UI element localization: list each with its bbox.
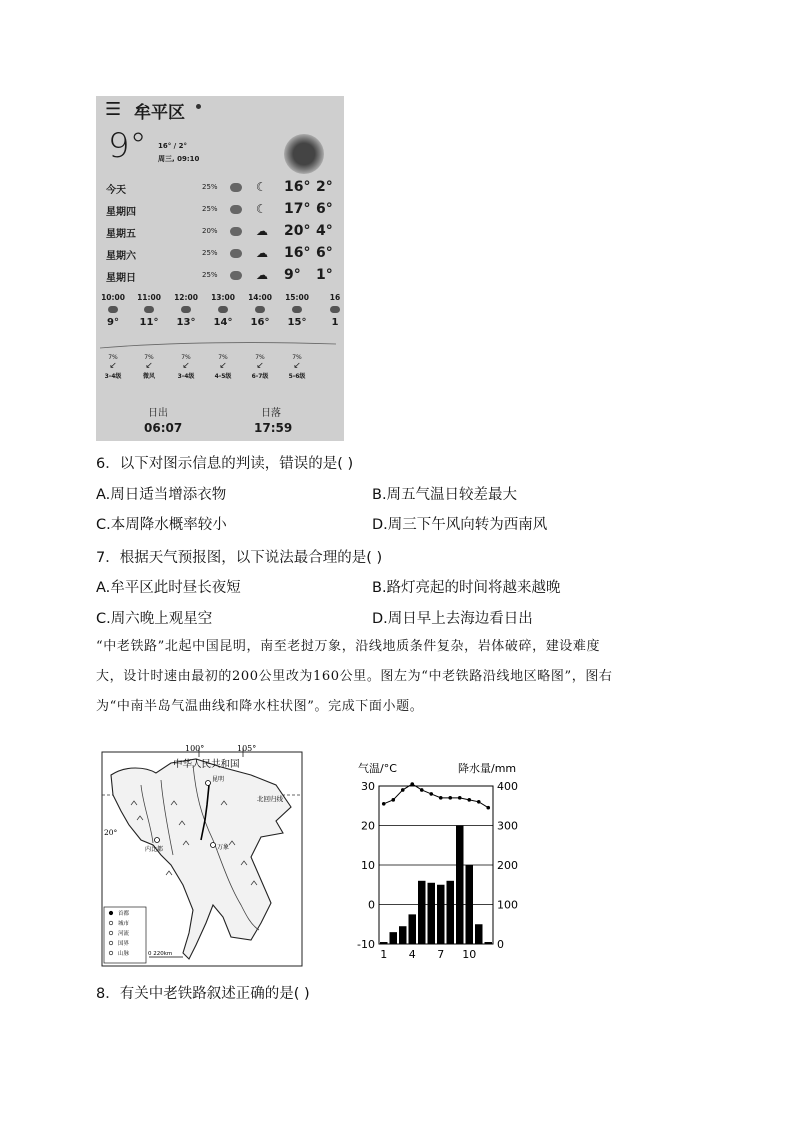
sunset-time: 17:59: [254, 421, 293, 435]
temperature-point: [448, 796, 452, 800]
naypyidaw-label: 内比都: [145, 846, 164, 853]
forecast-day: 星期五: [106, 229, 136, 240]
left-tick-label: 10: [361, 859, 375, 872]
kunming-label: 昆明: [212, 776, 225, 783]
precipitation-bar: [485, 942, 493, 944]
china-laos-railway-map: [101, 745, 303, 967]
legend-symbol: [109, 951, 113, 955]
menu-icon[interactable]: ☰: [105, 99, 122, 120]
hour-wind: 4-5级: [214, 373, 232, 380]
legend-symbol: [109, 941, 113, 945]
x-tick-label: 1: [380, 948, 388, 961]
hour-temperature: 9°: [107, 317, 119, 328]
legend-symbol: [109, 911, 113, 915]
right-tick-label: 400: [497, 780, 518, 793]
q6-option-a[interactable]: A.周日适当增添衣物: [96, 487, 227, 503]
wind-direction-icon: ↙: [109, 361, 117, 371]
vientiane-marker: [211, 843, 216, 848]
hourly-forecast-column: [96, 293, 130, 380]
q7-option-d[interactable]: D.周日早上去海边看日出: [372, 611, 533, 627]
moon-icon: ☾: [256, 202, 267, 216]
hour-precip: 7%: [181, 354, 191, 361]
tropic-label: 北回归线: [257, 795, 283, 803]
hour-temperature: 15°: [287, 317, 307, 328]
precip-chance: 25%: [202, 249, 218, 257]
hour-time: 15:00: [285, 293, 309, 302]
hour-wind: 3-4级: [104, 373, 122, 380]
cloud-icon: [108, 306, 118, 313]
right-tick-label: 0: [497, 938, 504, 951]
forecast-low: 6°: [316, 201, 333, 217]
temperature-point: [486, 806, 490, 810]
temperature-point: [477, 800, 481, 804]
location-pin-icon: [196, 104, 201, 109]
temperature-point: [458, 796, 462, 800]
hour-time: 10:00: [101, 293, 125, 302]
location-name: 牟平区: [134, 103, 185, 123]
precipitation-bar: [447, 881, 455, 944]
naypyidaw-marker: [155, 838, 160, 843]
precipitation-bar: [456, 826, 464, 945]
q7-option-a[interactable]: A.牟平区此时昼长夜短: [96, 580, 241, 596]
cloud-icon: ☁: [256, 268, 268, 282]
precipitation-bar: [380, 942, 388, 944]
q7-option-b[interactable]: B.路灯亮起的时间将越来越晚: [372, 580, 561, 596]
hour-precip: 7%: [144, 354, 154, 361]
longitude-105-label: 105°: [237, 745, 257, 753]
right-tick-label: 200: [497, 859, 518, 872]
hour-wind: 微风: [142, 373, 155, 380]
wind-direction-icon: ↙: [219, 361, 227, 371]
current-datetime: 周三, 09:10: [158, 155, 200, 163]
forecast-low: 1°: [316, 267, 333, 283]
forecast-high: 17°: [284, 201, 311, 217]
wind-direction-icon: ↙: [293, 361, 301, 371]
passage-line-2: 大，设计时速由最初的200公里改为160公里。图左为“中老铁路沿线地区略图”，图右: [96, 669, 613, 684]
precipitation-bar: [475, 924, 483, 944]
current-temperature: 9°: [108, 126, 147, 166]
weather-app-screenshot: [96, 96, 344, 441]
hourly-forecast-column: [132, 293, 166, 380]
left-tick-label: 20: [361, 819, 375, 833]
daily-forecast-row: [106, 268, 336, 284]
sunrise-time: 06:07: [144, 421, 183, 435]
cloud-icon: [255, 306, 265, 313]
q6-option-b[interactable]: B.周五气温日较差最大: [372, 487, 518, 503]
hour-precip: 7%: [108, 354, 118, 361]
cloud-icon: [218, 306, 228, 313]
moon-icon: ☾: [256, 180, 267, 194]
left-tick-label: -10: [357, 938, 375, 951]
x-tick-label: 10: [462, 948, 477, 961]
wind-direction-icon: ↙: [182, 361, 190, 371]
climate-chart: [355, 758, 540, 963]
forecast-high: 9°: [284, 267, 301, 283]
hour-precip: 7%: [292, 354, 302, 361]
hour-time: 14:00: [248, 293, 272, 302]
daily-forecast-row: [106, 224, 336, 240]
forecast-high: 20°: [284, 223, 311, 239]
cloud-icon: ☁: [256, 224, 268, 238]
hour-temperature: 16°: [250, 317, 270, 328]
hour-wind: 3-4级: [177, 373, 195, 380]
precipitation-bar: [390, 932, 398, 944]
forecast-low: 2°: [316, 179, 333, 195]
temperature-point: [410, 782, 414, 786]
legend-symbol: [109, 921, 113, 925]
hour-precip: 7%: [255, 354, 265, 361]
hour-precip: 7%: [218, 354, 228, 361]
legend-label: 河流: [118, 931, 130, 937]
hour-time: 12:00: [174, 293, 198, 302]
y-axis-left-title: 气温/°C: [358, 762, 397, 775]
forecast-high: 16°: [284, 179, 311, 195]
passage-line-1: “中老铁路”北起中国昆明，南至老挝万象，沿线地质条件复杂，岩体破碎，建设难度: [96, 639, 601, 654]
forecast-day: 星期四: [106, 207, 136, 218]
temperature-range: 16° / 2°: [158, 142, 188, 150]
question-7-stem: 7．根据天气预报图，以下说法最合理的是( ): [96, 550, 383, 566]
cloud-icon: [230, 271, 242, 280]
sunrise-label: 日出: [148, 408, 168, 419]
precipitation-bar: [399, 926, 407, 944]
forecast-low: 6°: [316, 245, 333, 261]
daily-forecast-row: [106, 180, 336, 196]
forecast-day: 今天: [106, 185, 126, 196]
precip-chance: 25%: [202, 271, 218, 279]
cloud-icon: [330, 306, 340, 313]
hour-time: 13:00: [211, 293, 235, 302]
china-label: 中华人民共和国: [173, 759, 240, 770]
hourly-forecast-column: [169, 293, 203, 380]
x-tick-label: 4: [408, 948, 416, 961]
passage: [96, 632, 696, 722]
left-tick-label: 30: [361, 780, 375, 793]
cloud-icon: [181, 306, 191, 313]
hourly-forecast-column: [280, 293, 314, 380]
forecast-day: 星期六: [106, 251, 136, 262]
q6-option-c[interactable]: C.本周降水概率较小: [96, 517, 227, 533]
legend-symbol: [109, 931, 113, 935]
sun-icon: [230, 205, 242, 214]
q6-option-d[interactable]: D.周三下午风向转为西南风: [372, 517, 548, 533]
latitude-20-label: 20°: [104, 828, 118, 837]
weather-sun-icon: [284, 134, 324, 174]
hourly-forecast-column: [206, 293, 240, 380]
question-6-stem: 6．以下对图示信息的判读，错误的是( ): [96, 456, 354, 472]
hour-temperature: 11°: [139, 317, 159, 328]
daily-forecast-row: [106, 246, 336, 262]
temperature-point: [382, 802, 386, 806]
kunming-marker: [206, 781, 211, 786]
precipitation-bar: [418, 881, 426, 944]
precipitation-bar: [428, 883, 436, 944]
scale-label: 0 220km: [148, 951, 173, 957]
precipitation-bar: [437, 885, 445, 944]
precipitation-bar: [466, 865, 474, 944]
left-tick-label: 0: [368, 898, 375, 912]
cloud-icon: [144, 306, 154, 313]
hour-time: 16: [329, 293, 341, 302]
hour-temperature: 1: [331, 317, 339, 328]
hour-temperature: 13°: [176, 317, 196, 328]
temperature-point: [401, 788, 405, 792]
vientiane-label: 万象: [217, 844, 230, 851]
forecast-low: 4°: [316, 223, 333, 239]
precip-chance: 25%: [202, 183, 218, 191]
temperature-point: [420, 788, 424, 792]
precip-chance: 25%: [202, 205, 218, 213]
temperature-point: [391, 798, 395, 802]
temperature-point: [429, 792, 433, 796]
x-tick-label: 7: [437, 948, 445, 961]
cloud-icon: ☁: [256, 246, 268, 260]
temperature-point: [439, 796, 443, 800]
right-tick-label: 100: [497, 898, 518, 912]
legend-label: 城市: [118, 921, 130, 927]
legend-label: 山脉: [118, 951, 130, 957]
hour-wind: 6-7级: [251, 373, 269, 380]
hour-wind: 5-6级: [288, 373, 306, 380]
precip-chance: 20%: [202, 227, 218, 235]
legend-label: 首都: [118, 911, 130, 917]
forecast-high: 16°: [284, 245, 311, 261]
sunset-label: 日落: [261, 408, 281, 419]
q7-option-c[interactable]: C.周六晚上观星空: [96, 611, 213, 627]
y-axis-right-title: 降水量/mm: [458, 762, 517, 775]
temperature-curve: [384, 784, 489, 808]
temperature-point: [467, 798, 471, 802]
question-8-stem: 8．有关中老铁路叙述正确的是( ): [96, 986, 310, 1002]
sun-icon: [230, 227, 242, 236]
cloud-icon: [230, 183, 242, 192]
passage-line-3: 为“中南半岛气温曲线和降水柱状图”。完成下面小题。: [96, 699, 424, 714]
hour-temperature: 14°: [213, 317, 233, 328]
hourly-forecast-column: [243, 293, 277, 380]
legend-label: 国界: [118, 941, 130, 947]
hour-time: 11:00: [137, 293, 161, 302]
temperature-curve: [100, 340, 340, 350]
precipitation-bar: [409, 914, 417, 944]
longitude-100-label: 100°: [185, 745, 205, 753]
cloud-icon: [292, 306, 302, 313]
right-tick-label: 300: [497, 819, 518, 833]
wind-direction-icon: ↙: [145, 361, 153, 371]
wind-direction-icon: ↙: [256, 361, 264, 371]
forecast-day: 星期日: [106, 273, 136, 284]
cloud-icon: [230, 249, 242, 258]
daily-forecast-row: [106, 202, 336, 218]
